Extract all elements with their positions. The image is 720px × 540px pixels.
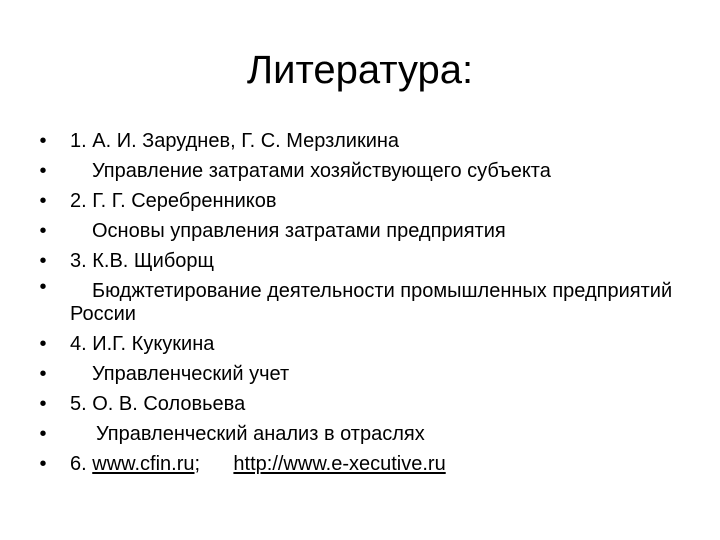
list-item-text: 2. Г. Г. Серебренников bbox=[70, 190, 277, 212]
list-item-text: 4. И.Г. Кукукина bbox=[70, 333, 215, 355]
bullet-icon: • bbox=[39, 393, 47, 415]
bullet-icon: • bbox=[39, 453, 47, 475]
bullet-icon: • bbox=[39, 250, 47, 272]
list-item bbox=[36, 389, 686, 419]
list-item bbox=[36, 276, 686, 329]
bullet-icon: • bbox=[39, 160, 47, 182]
list-item-links bbox=[36, 449, 686, 479]
list-item-text: 3. К.В. Щиборщ bbox=[70, 250, 214, 272]
bullet-icon: • bbox=[39, 423, 47, 445]
list-item-prefix: 6. bbox=[70, 453, 93, 475]
list-item bbox=[36, 126, 686, 156]
bullet-icon: • bbox=[39, 190, 47, 212]
bullet-icon: • bbox=[39, 130, 47, 152]
list-item-text: Управленческий анализ в отраслях bbox=[96, 423, 425, 445]
bullet-icon: • bbox=[39, 220, 47, 242]
literature-list bbox=[36, 126, 686, 479]
list-item-text: 5. О. В. Соловьева bbox=[70, 393, 246, 415]
list-item-text: 1. А. И. Заруднев, Г. С. Мерзликина bbox=[70, 130, 400, 152]
cfin-link[interactable]: www.cfin.ru bbox=[92, 453, 195, 475]
slide-title: Литература: bbox=[246, 48, 474, 92]
list-item bbox=[36, 186, 686, 216]
list-item-text: Управление затратами хозяйствующего субъекта bbox=[92, 160, 551, 182]
list-item bbox=[36, 216, 686, 246]
list-item bbox=[36, 359, 686, 389]
link-separator: ; bbox=[194, 453, 201, 475]
bullet-icon: • bbox=[39, 276, 47, 298]
list-item-text: Бюджтетирование деятельности промышленных предприятий России bbox=[70, 280, 673, 325]
list-item-text: Основы управления затратами предприятия bbox=[92, 220, 506, 242]
list-item bbox=[36, 246, 686, 276]
list-item bbox=[36, 419, 686, 449]
list-item-text: Управленческий учет bbox=[92, 363, 290, 385]
list-item bbox=[36, 329, 686, 359]
executive-link[interactable]: http://www.e-xecutive.ru bbox=[233, 453, 446, 475]
bullet-icon: • bbox=[39, 363, 47, 385]
bullet-icon: • bbox=[39, 333, 47, 355]
list-item bbox=[36, 156, 686, 186]
